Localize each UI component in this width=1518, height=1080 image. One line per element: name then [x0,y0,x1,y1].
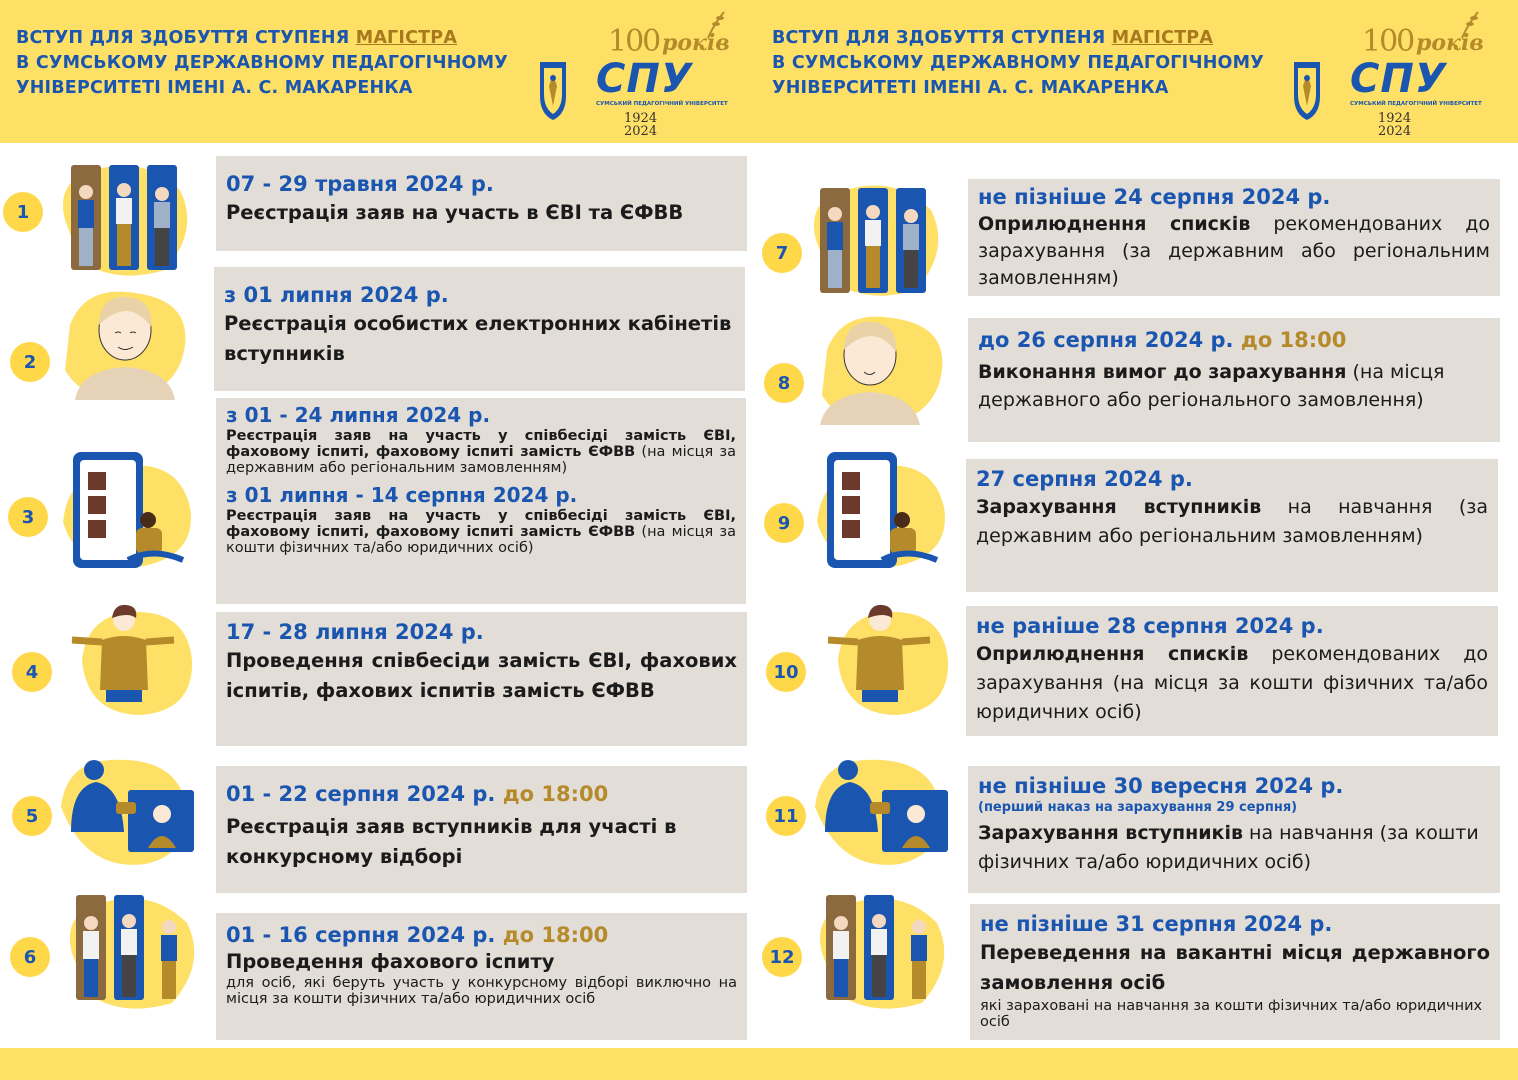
step-date: не раніше 28 серпня 2024 р. [976,614,1324,638]
step-number-2: 2 [10,342,50,382]
step-card-6 [216,913,747,1040]
university-logo-right [1292,10,1492,140]
online-meeting-illustration [810,752,950,872]
step-text-2: Реєстрація заяв на участь у співбесіді замість ЄВІ, фаховому іспиті, фаховому іспиті замість ЄФВВ (на місця за кошти фізичних та/або юридичних осіб) [226,508,736,556]
page-title-right: ВСТУП ДЛЯ ЗДОБУТТЯ СТУПЕНЯ МАГІСТРА В СУМСЬКОМУ ДЕРЖАВНОМУ ПЕДАГОГІЧНОМУ УНІВЕРСИТЕТІ ІМЕНІ А. С. МАКАРЕНКА [772,28,1264,98]
step-card-2 [214,267,745,391]
step-date: до 26 серпня 2024 р. до 18:00 [978,328,1347,352]
step-number-7: 7 [762,233,802,273]
step-number-11: 11 [766,796,806,836]
step-number-10: 10 [766,652,806,692]
logo-hundred: 100 [608,24,660,59]
step-date: 17 - 28 липня 2024 р. [226,620,484,644]
step-card-3 [216,398,746,604]
step-number-3: 3 [8,497,48,537]
step-card-10 [966,606,1498,736]
step-card-5 [216,766,747,893]
laurel-icon [704,10,728,40]
shield-icon [538,60,568,122]
step-date-2: з 01 липня - 14 серпня 2024 р. [226,483,578,507]
logo-university-name: СУМСЬКИЙ ПЕДАГОГІЧНИЙ УНІВЕРСИТЕТ [1350,101,1482,107]
step-note: які зараховані на навчання за кошти фізичних та/або юридичних осіб [980,998,1483,1030]
step-title: Виконання вимог до зарахування (на місця державного або регіонального замовлення) [978,361,1445,411]
step-card-12 [970,904,1500,1040]
logo-university-name: СУМСЬКИЙ ПЕДАГОГІЧНИЙ УНІВЕРСИТЕТ [596,101,728,107]
step-title: Оприлюднення списків рекомендованих до зарахування (за державним або регіональним замовленням) [978,213,1490,289]
step-title: Зарахування вступників на навчання (за кошти фізичних та/або юридичних осіб) [978,822,1479,873]
logo-years: років [1416,30,1484,56]
step-title: Оприлюднення списків рекомендованих до зарахування (на місця за кошти фізичних та/або юридичних осіб) [976,643,1488,723]
footer-band [0,1048,1518,1080]
logo-years-range: 1924 2024 [1378,111,1412,139]
step-card-1 [216,156,747,251]
step-title: Переведення на вакантні місця державного замовлення осіб [980,941,1490,994]
step-number-9: 9 [764,503,804,543]
shield-icon [1292,60,1322,122]
step-date: 27 серпня 2024 р. [976,467,1193,491]
step-number-1: 1 [3,192,43,232]
step-date: з 01 - 24 липня 2024 р. [226,403,491,427]
students-illustration [806,180,946,300]
step-number-5: 5 [12,796,52,836]
step-text: Реєстрація заяв на участь у співбесіді замість ЄВІ, фаховому іспиті, фаховому іспиті замість ЄФВВ (на місця за державним або регіональним замовленням) [226,428,736,476]
student-portrait-illustration [55,285,195,405]
step-date: не пізніше 30 вересня 2024 р. [978,774,1344,798]
students-illustration [55,160,195,280]
logo-spu: СПУ [596,56,693,102]
students-illustration [62,893,202,1013]
logo-hundred: 100 [1362,24,1414,59]
step-note: для осіб, які беруть участь у конкурсному відборі виключно на місця за кошти фізичних та/або юридичних осіб [226,975,737,1007]
step-card-4 [216,612,747,746]
student-portrait-illustration [812,310,952,430]
step-number-12: 12 [762,937,802,977]
thinking-person-illustration [62,600,202,720]
online-meeting-illustration [56,752,196,872]
step-title: Реєстрація заяв вступників для участі в конкурсному відборі [226,815,677,868]
step-card-9 [966,459,1498,592]
step-date: з 01 липня 2024 р. [224,283,449,307]
step-number-6: 6 [10,937,50,977]
laurel-icon [1458,10,1482,40]
step-number-4: 4 [12,652,52,692]
step-title: Проведення фахового іспиту [226,950,555,973]
step-date: 07 - 29 травня 2024 р. [226,172,494,196]
phone-user-illustration [812,452,952,572]
step-date: 01 - 22 серпня 2024 р. до 18:00 [226,782,609,806]
page-title-left: ВСТУП ДЛЯ ЗДОБУТТЯ СТУПЕНЯ МАГІСТРА В СУМСЬКОМУ ДЕРЖАВНОМУ ПЕДАГОГІЧНОМУ УНІВЕРСИТЕТІ ІМЕНІ А. С. МАКАРЕНКА [16,28,508,98]
step-card-7 [968,179,1500,296]
step-card-11 [968,766,1500,893]
step-date: не пізніше 24 серпня 2024 р. [978,185,1331,209]
university-logo [538,10,738,140]
step-title: Реєстрація заяв на участь в ЄВІ та ЄФВВ [226,201,684,224]
students-illustration [812,893,952,1013]
step-title: Зарахування вступників на навчання (за державним або регіональним замовленням) [976,496,1488,547]
step-date: не пізніше 31 серпня 2024 р. [980,912,1333,936]
step-subnote: (перший наказ на зарахування 29 серпня) [978,800,1298,815]
logo-spu: СПУ [1350,56,1447,102]
step-date: 01 - 16 серпня 2024 р. до 18:00 [226,923,609,947]
step-title: Реєстрація особистих електронних кабінетів вступників [224,312,732,365]
thinking-person-illustration [818,600,958,720]
step-title: Проведення співбесіди замість ЄВІ, фахових іспитів, фахових іспитів замість ЄФВВ [226,649,737,702]
step-card-8 [968,318,1500,442]
step-number-8: 8 [764,363,804,403]
logo-years-range: 1924 2024 [624,111,658,139]
logo-years: років [662,30,730,56]
phone-user-illustration [58,452,198,572]
